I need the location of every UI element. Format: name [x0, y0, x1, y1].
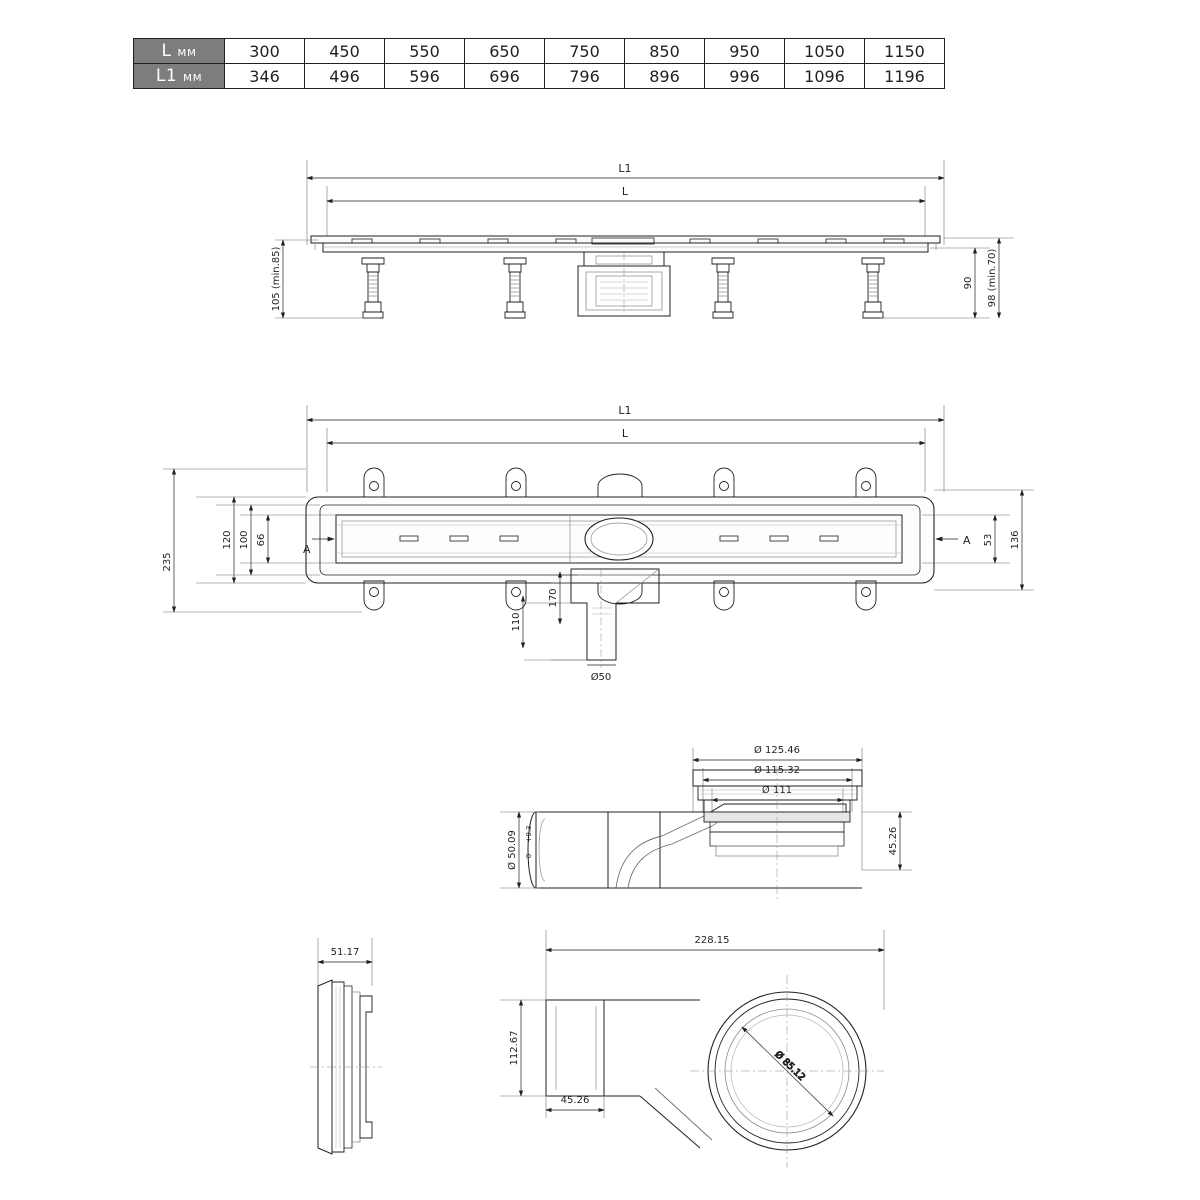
- table-cell: 450: [305, 39, 385, 64]
- dimension-label: 228.15: [694, 935, 730, 946]
- dimension-label: 45.26: [888, 826, 899, 856]
- dimension-label: 110: [511, 612, 522, 632]
- dimension-label: 136: [1010, 530, 1021, 550]
- dimension-L1-plan: [307, 404, 944, 492]
- dimension-label: 112.67: [509, 1030, 520, 1066]
- view-front-elevation: [271, 160, 1014, 318]
- dimension-label: Ø 125.46: [753, 745, 801, 756]
- tolerance-upper: +0.3: [525, 825, 533, 843]
- dimension-45-26-side: [862, 812, 912, 870]
- dimension-112-67: [500, 1000, 546, 1096]
- dimension-label: 235: [162, 552, 173, 572]
- dimension-label: 98 (min.70): [987, 248, 998, 308]
- dimension-label: 66: [256, 533, 267, 547]
- dimension-label: 90: [963, 276, 974, 290]
- dimension-label: L: [621, 185, 629, 198]
- section-label-left: A: [303, 543, 311, 556]
- table-cell: 300: [225, 39, 305, 64]
- table-cell: 996: [705, 64, 785, 89]
- view-detail-left: [310, 938, 382, 1154]
- view-plan: [162, 404, 1034, 683]
- plan-outlet-pipe: [571, 569, 659, 683]
- dimension-table: [133, 38, 945, 89]
- table-row: [134, 39, 945, 64]
- table-row-header: L мм: [134, 39, 225, 64]
- dimension-label: 51.17: [330, 947, 360, 958]
- table-cell: 696: [465, 64, 545, 89]
- front-trap-housing: [578, 252, 670, 316]
- dimension-d50-detail: [500, 812, 540, 888]
- table-cell: 750: [545, 39, 625, 64]
- dimension-label: Ø 115.32: [753, 765, 801, 776]
- dimension-label: L1: [618, 162, 632, 175]
- table-cell: 850: [625, 39, 705, 64]
- dimension-51-17: [318, 938, 372, 986]
- table-cell: 1050: [785, 39, 865, 64]
- table-cell: 1196: [865, 64, 945, 89]
- table-row: [134, 64, 945, 89]
- table-cell: 1150: [865, 39, 945, 64]
- table-cell: 796: [545, 64, 625, 89]
- section-label-right: A: [963, 534, 971, 547]
- dimension-label: 45.26: [560, 1095, 590, 1106]
- dimension-label: 120: [222, 530, 233, 550]
- dimension-label: L: [621, 427, 629, 440]
- tolerance-lower: 0: [525, 853, 533, 859]
- table-cell: 496: [305, 64, 385, 89]
- dimension-L1-front: [307, 160, 944, 245]
- dimension-stack-plan-right: [922, 490, 1034, 590]
- dimension-98-front: [944, 238, 1014, 318]
- table-cell: 596: [385, 64, 465, 89]
- dimension-d111: [712, 784, 843, 812]
- table-cell: 950: [705, 39, 785, 64]
- dimension-L-plan: [327, 427, 925, 492]
- dimension-label: Ø 111: [761, 785, 793, 796]
- dimension-label: Ø 85.12: [772, 1049, 808, 1084]
- dimension-label: 170: [548, 588, 559, 608]
- view-trap-detail-side: [500, 744, 912, 900]
- view-detail-bottom: [500, 930, 884, 1168]
- dimension-label: Ø50: [590, 672, 612, 683]
- table-cell: 1096: [785, 64, 865, 89]
- trap-side-geometry: [528, 766, 862, 900]
- detail-bottom-geometry: [546, 975, 884, 1168]
- dimension-label: L1: [618, 404, 632, 417]
- dimension-90-front: [880, 248, 990, 318]
- dimension-label: 105 (min.85): [271, 246, 282, 312]
- dimension-45-26-bottom: [546, 1095, 604, 1118]
- table-cell: 550: [385, 39, 465, 64]
- detail-left-geometry: [310, 980, 382, 1154]
- table-cell: 650: [465, 39, 545, 64]
- front-flange-body: [311, 236, 940, 252]
- dimension-label: 53: [983, 533, 994, 547]
- dimension-label: Ø 50.09: [507, 830, 518, 870]
- dimension-170-110: [511, 572, 587, 660]
- dimension-label: 100: [239, 530, 250, 550]
- table-cell: 896: [625, 64, 705, 89]
- table-row-header: L1 мм: [134, 64, 225, 89]
- table-cell: 346: [225, 64, 305, 89]
- dimension-228-15: [546, 930, 884, 1010]
